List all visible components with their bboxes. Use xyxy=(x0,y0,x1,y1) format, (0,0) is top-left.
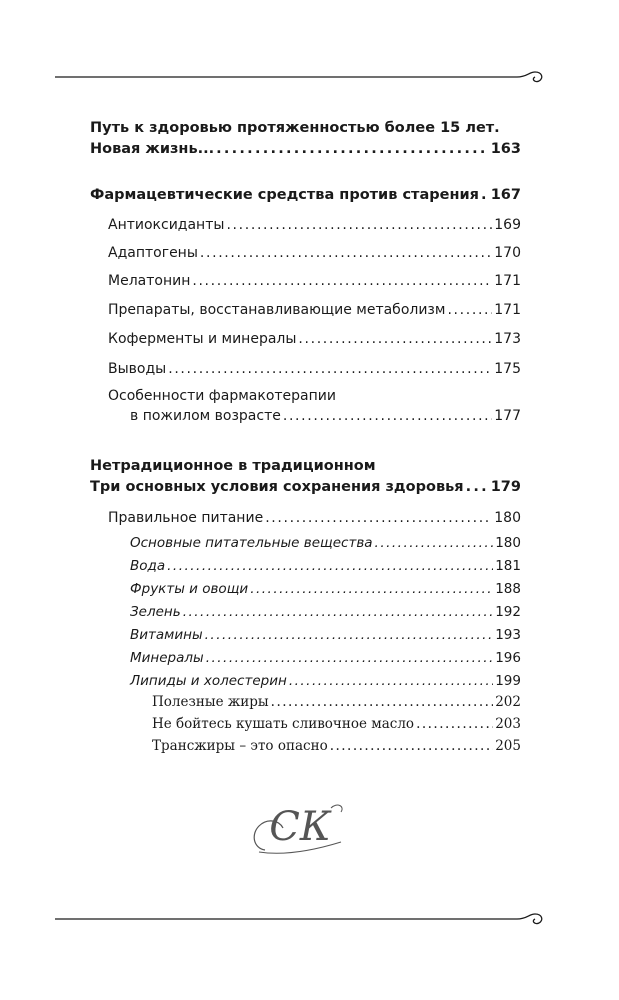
leader-dots xyxy=(416,716,493,732)
leader-dots xyxy=(447,302,492,318)
toc-entry-label: Трансжиры – это опасно xyxy=(152,738,328,754)
toc-entry[interactable] xyxy=(108,217,521,233)
toc-entry-page: 199 xyxy=(495,673,521,689)
toc-entry-page: 169 xyxy=(494,217,521,233)
toc-entry-page: 163 xyxy=(490,141,521,157)
toc-entry-page: 180 xyxy=(495,535,521,551)
leader-dots xyxy=(289,673,493,689)
toc-entry-page: 171 xyxy=(494,302,521,318)
toc-entry[interactable] xyxy=(108,273,521,289)
toc-entry[interactable] xyxy=(152,738,521,754)
leader-dots xyxy=(200,245,492,261)
bottom-decorative-rule xyxy=(55,904,550,934)
toc-entry[interactable] xyxy=(108,245,521,261)
toc-entry-label: Адаптогены xyxy=(108,245,198,261)
toc-entry-label: Не бойтесь кушать сливочное масло xyxy=(152,716,415,732)
leader-dots xyxy=(283,408,492,424)
toc-entry[interactable] xyxy=(108,331,521,347)
leader-dots xyxy=(192,273,492,289)
toc-entry-page: 170 xyxy=(494,245,521,261)
leader-dots xyxy=(167,558,493,574)
toc-entry[interactable] xyxy=(130,604,521,620)
leader-dots xyxy=(481,187,489,203)
toc-entry-label: Минералы xyxy=(130,650,204,666)
toc-entry[interactable] xyxy=(130,650,521,666)
toc-entry-page: 175 xyxy=(494,361,521,377)
toc-heading-line: Путь к здоровью протяженностью более 15 лет. xyxy=(90,120,500,136)
toc-entry[interactable] xyxy=(130,627,521,643)
toc-entry-label: Антиоксиданты xyxy=(108,217,225,233)
toc-entry-label: Правильное питание xyxy=(108,510,264,526)
toc-entry-label: Вода xyxy=(130,558,166,574)
leader-dots xyxy=(206,650,494,666)
toc-entry-label: Основные питательные вещества xyxy=(130,535,373,551)
toc-heading-line: Нетрадиционное в традиционном xyxy=(90,458,376,474)
toc-entry-page: 171 xyxy=(494,273,521,289)
toc-entry-label: Фрукты и овощи xyxy=(130,581,249,597)
publisher-monogram-logo xyxy=(245,790,355,860)
monogram-text: СК xyxy=(269,804,331,850)
toc-entry[interactable] xyxy=(90,187,521,203)
leader-dots xyxy=(183,604,494,620)
toc-entry[interactable] xyxy=(90,141,521,157)
leader-dots xyxy=(271,694,494,710)
toc-entry-page: 188 xyxy=(495,581,521,597)
toc-entry[interactable] xyxy=(130,558,521,574)
leader-dots xyxy=(330,738,494,754)
toc-entry[interactable] xyxy=(130,535,521,551)
leader-dots xyxy=(466,479,489,495)
toc-entry-page: 192 xyxy=(495,604,521,620)
toc-entry-label: Три основных условия сохранения здоровья xyxy=(90,479,464,495)
toc-entry-label: Полезные жиры xyxy=(152,694,269,710)
toc-entry-page: 203 xyxy=(495,716,521,732)
toc-entry-line: Особенности фармакотерапии xyxy=(108,388,336,404)
toc-entry[interactable] xyxy=(108,361,521,377)
leader-dots xyxy=(375,535,494,551)
toc-entry-label: Новая жизнь... xyxy=(90,141,215,157)
toc-entry-label: Фармацевтические средства против старения xyxy=(90,187,479,203)
leader-dots xyxy=(265,510,492,526)
toc-entry[interactable] xyxy=(152,716,521,732)
toc-entry-page: 179 xyxy=(490,479,521,495)
toc-entry-label: Выводы xyxy=(108,361,167,377)
leader-dots xyxy=(250,581,493,597)
toc-entry-label: Витамины xyxy=(130,627,203,643)
leader-dots xyxy=(216,141,489,157)
toc-entry[interactable] xyxy=(130,673,521,689)
toc-entry-page: 180 xyxy=(494,510,521,526)
toc-entry-page: 196 xyxy=(495,650,521,666)
toc-entry-page: 173 xyxy=(494,331,521,347)
toc-entry[interactable] xyxy=(90,479,521,495)
top-decorative-rule xyxy=(55,62,550,92)
leader-dots xyxy=(226,217,492,233)
toc-entry-label: Препараты, восстанавливающие метаболизм xyxy=(108,302,446,318)
leader-dots xyxy=(168,361,492,377)
leader-dots xyxy=(205,627,494,643)
toc-entry-page: 181 xyxy=(495,558,521,574)
toc-entry-label: Липиды и холестерин xyxy=(130,673,287,689)
toc-entry-page: 193 xyxy=(495,627,521,643)
toc-entry-label: Мелатонин xyxy=(108,273,191,289)
toc-entry[interactable] xyxy=(108,302,521,318)
toc-entry[interactable] xyxy=(130,581,521,597)
leader-dots xyxy=(298,331,492,347)
toc-entry-page: 202 xyxy=(495,694,521,710)
toc-entry-label: Коферменты и минералы xyxy=(108,331,297,347)
toc-entry[interactable] xyxy=(108,510,521,526)
toc-entry-page: 177 xyxy=(494,408,521,424)
toc-entry-label: в пожилом возрасте xyxy=(130,408,281,424)
toc-entry[interactable] xyxy=(152,694,521,710)
toc-entry-label: Зелень xyxy=(130,604,181,620)
toc-entry[interactable] xyxy=(130,408,521,424)
toc-entry-page: 167 xyxy=(490,187,521,203)
toc-entry-page: 205 xyxy=(495,738,521,754)
